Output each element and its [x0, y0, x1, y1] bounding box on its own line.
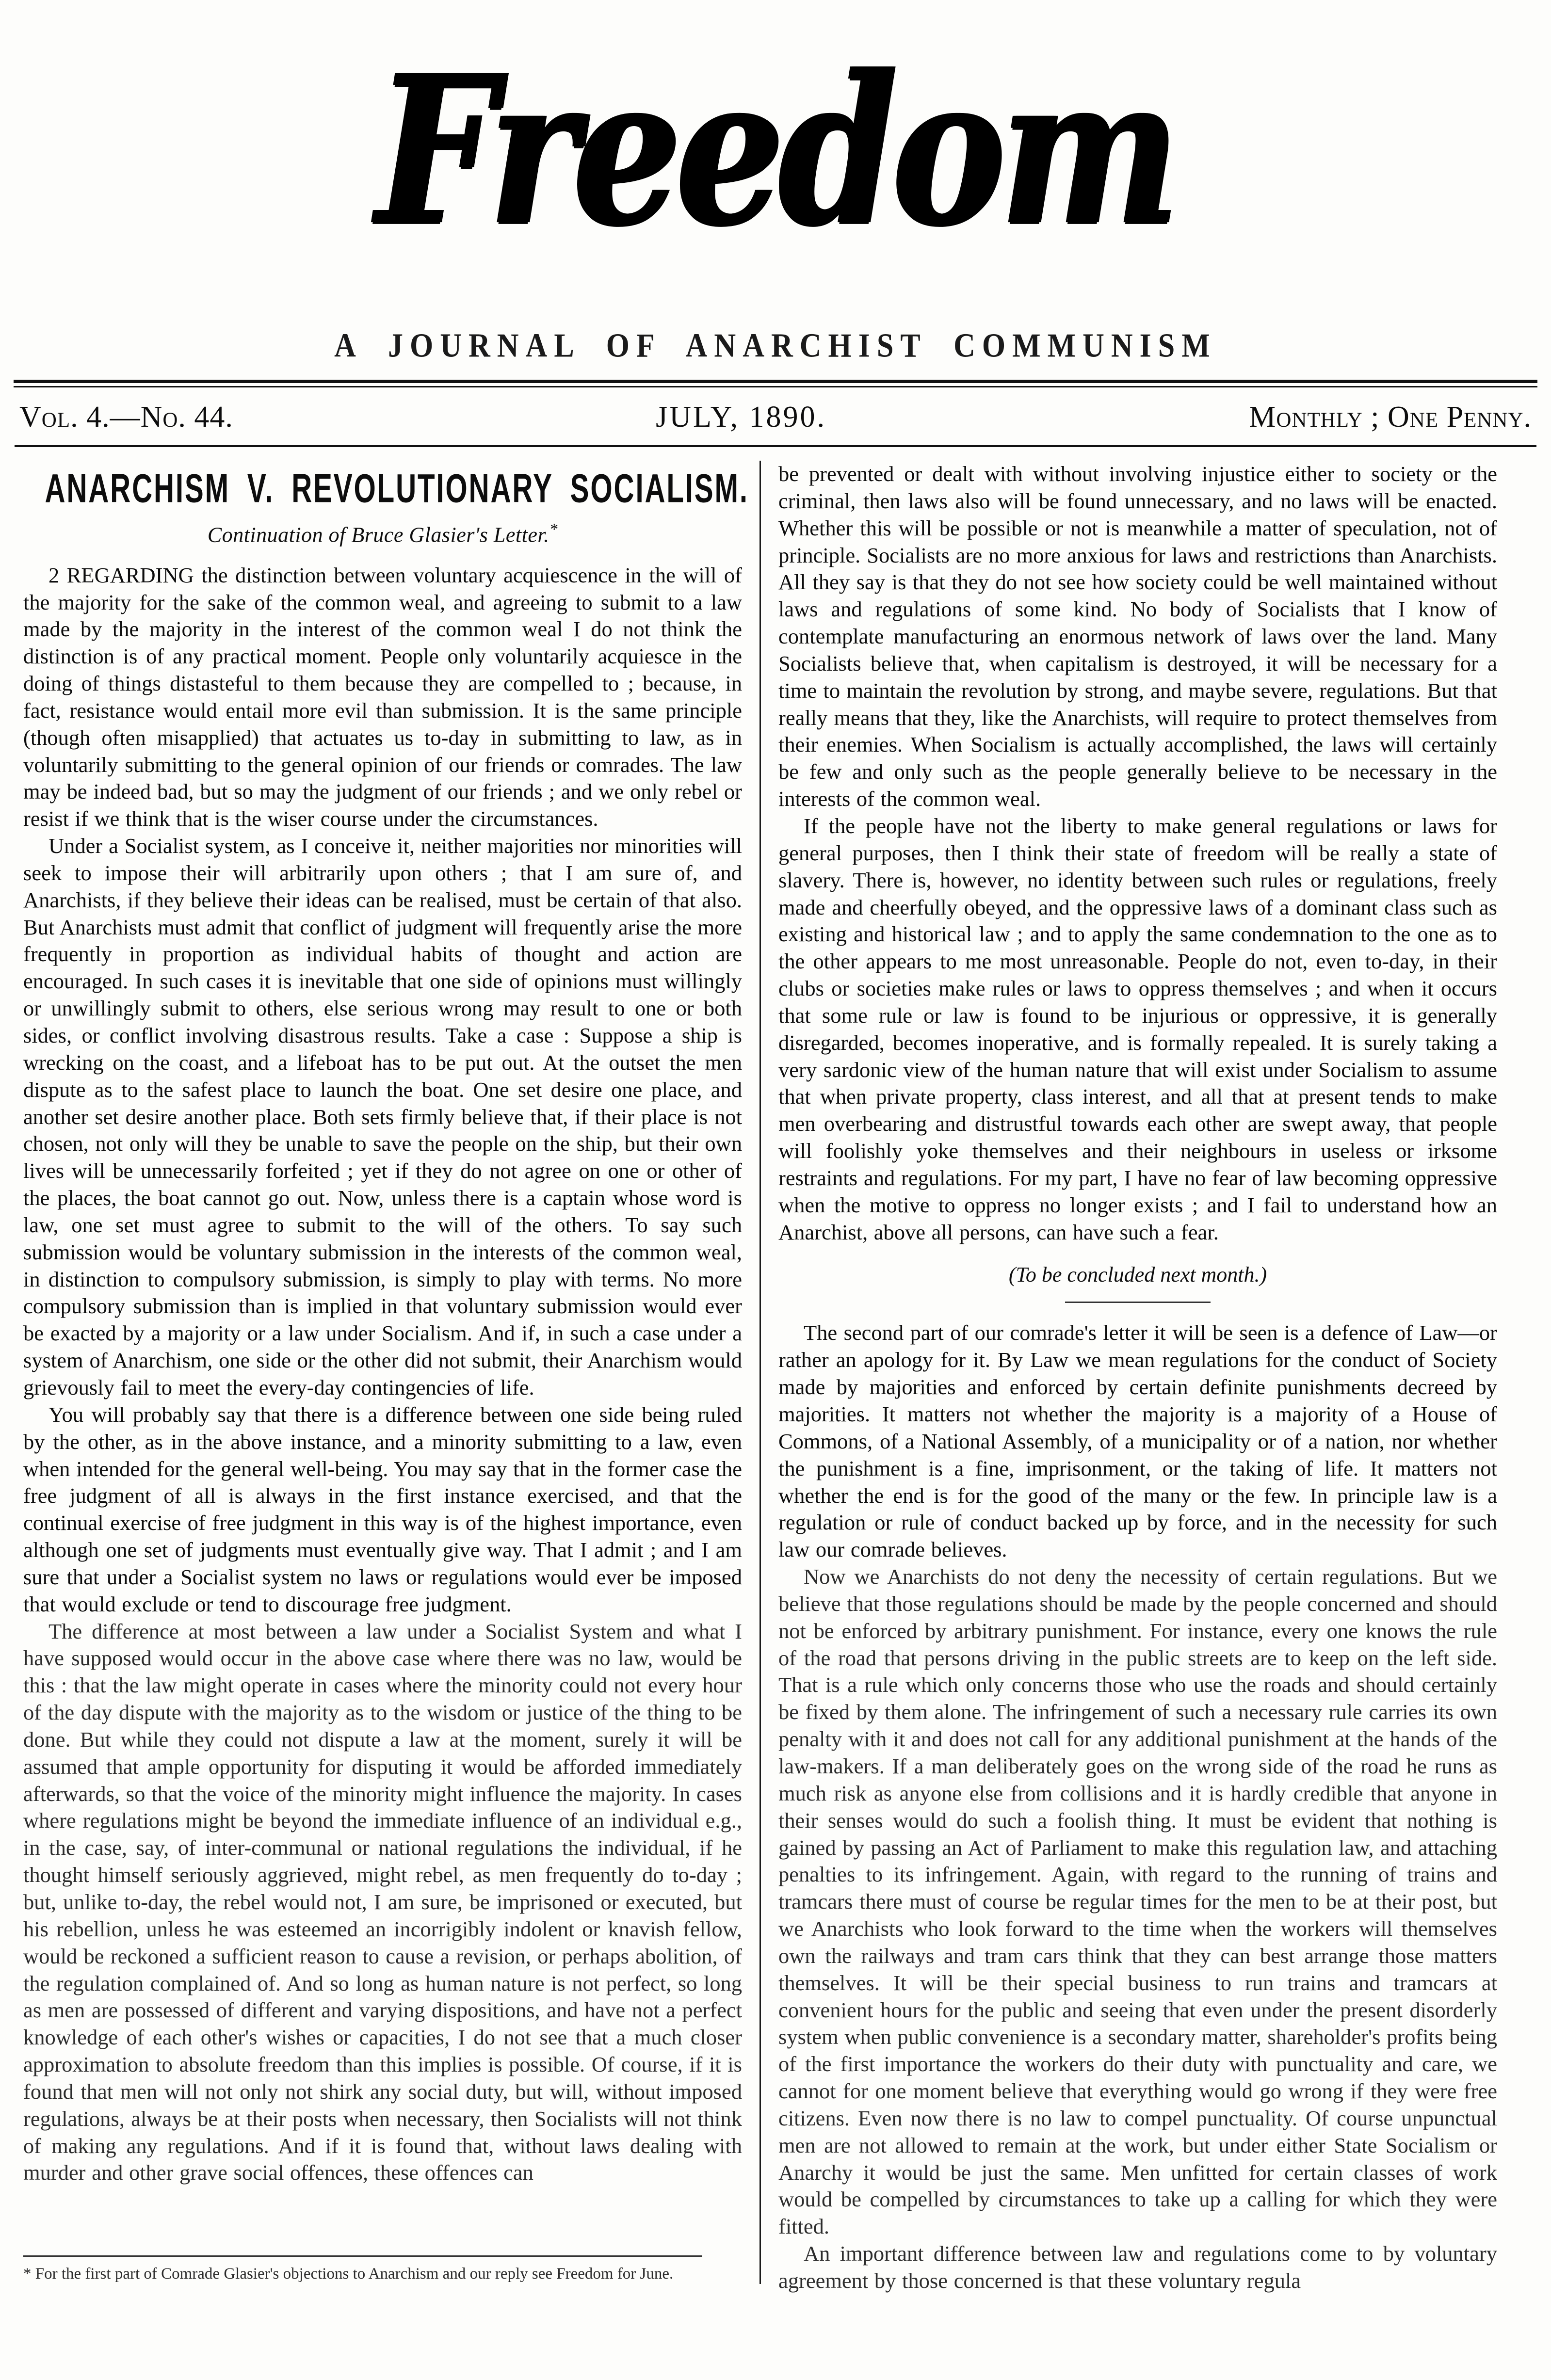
article-columns	[23, 461, 1528, 2293]
paragraph: If the people have not the liberty to make general regulations or laws for general purposes, then I think their state of freedom will be really a state of slavery. There is, however, no identity between such rules or regulations, freely made and cheerfully obeyed, and the oppressive laws of a dominant class such as existing and historical law ; and to apply the same condemnation to the one as to the other appears to me most unreasonable. People do not, even to-day, in their clubs or societies make rules or laws to oppress themselves ; and when it occurs that some rule or law is found to be injurious or oppressive, it is generally disregarded, becomes inoperative, and is formally repealed. It is surely taking a very sardonic view of the human nature that will exist under Socialism to assume that when private property, class interest, and all that at present tends to make men overbearing and distrustful towards each other are swept away, that people will foolishly yoke themselves and their neighbours in useless or irksome restraints and regulations. For my part, I have no fear of law becoming oppressive when the motive to oppress no longer exists ; and I fail to understand how an Anarchist, above all persons, can have such a fear.	[778, 813, 1497, 1244]
article-byline	[23, 520, 742, 547]
paragraph: You will probably say that there is a difference between one side being ruled by the other, as in the above instance, and a minority submitting to a law, even when intended for the general well-being. You may say that in the former case the free judgment of all is always in the first instance exercised, and that the continual exercise of free judgment in this way is of the highest importance, even although one set of judgments must eventually give way. That I admit ; and I am sure that under a Socialist system no laws or regulations would ever be imposed that would exclude or tend to discourage free judgment.	[23, 1402, 742, 1616]
to-be-concluded-note: (To be concluded next month.)	[1008, 1263, 1267, 1287]
article-headline: ANARCHISM V. REVOLUTIONARY SOCIALISM.	[45, 466, 749, 512]
folio-rule	[15, 445, 1536, 447]
masthead-title: Freedom	[376, 30, 1175, 271]
paragraph: 2 REGARDING the distinction between voluntary acquiescence in the will of the majority for the sake of the common weal, and agreeing to submit to a law made by the majority in the interest of the common weal I do not think the distinction is of any practical moment. People only voluntarily acquiesce in the doing of things distasteful to them because they are compelled to ; because, in fact, resistance would entail more evil than submission. It is the same principle (though often misapplied) that actuates us to-day in submitting to law, as in voluntarily submitting to the general opinion of our friends or comrades. The law may be indeed bad, but so may the judgment of our friends ; and we only rebel or resist if we think that is the wiser course under the circumstances.	[23, 563, 742, 831]
paragraph: Under a Socialist system, as I conceive it, neither majorities nor minorities will seek to impose their will arbitrarily upon others ; that I am sure of, and Anarchists, if they believe their ideas can be realised, must be certain of that also. But Anarchists must admit that conflict of judgment will frequently arise the more frequently in proportion as individual habits of thought and action are encouraged. In such cases it is inevitable that one side of opinions must willingly or unwillingly submit to others, else serious wrong may result to one or both sides, or conflict involving disastrous results. Take a case : Suppose a ship is wrecking on the coast, and a lifeboat has to be put out. At the outset the men dispute as to the safest place to launch the boat. One set desire one place, and another set desire another place. Both sets firmly believe that, if their place is not chosen, not only will they be unable to save the people on the ship, but their own lives will be unnecessarily forfeited ; yet if they do not agree on one or other of the places, the boat cannot go out. Now, unless there is a captain whose word is law, one set must agree to submit to the will of the others. To say such submission would be voluntary submission in the interests of the common weal, in distinction to compulsory submission, is simply to play with terms. No more compulsory submission than is implied in that voluntary submission would ever be exacted by a majority or a law under Socialism. And if, in such a case under a system of Anarchism, one side or the other did not submit, their Anarchism would grievously fail to meet the every-day contingencies of life.	[23, 834, 742, 1399]
left-column	[23, 461, 759, 2284]
paragraph: be prevented or dealt with without involving injustice either to society or the criminal, then laws also will be found unnecessary, and no laws will be enacted. Whether this will be possible or not is meanwhile a matter of speculation, not of principle. Socialists are no more anxious for laws and restrictions than Anarchists. All they say is that they do not see how society could be well maintained without laws and regulations of some kind. No body of Socialists that I know of contemplate manufacturing an enormous network of laws over the land. Many Socialists believe that, when capitalism is destroyed, it will be necessary for a time to maintain the revolution by strong, and maybe severe, regulations. But that really means that they, like the Anarchists, will require to protect themselves from their enemies. When Socialism is actually accomplished, the laws will certainly be few and only such as the people generally believe to be necessary in the interests of the common weal.	[778, 462, 1497, 811]
paragraph: The second part of our comrade's letter it will be seen is a defence of Law—or rather an apology for it. By Law we mean regulations for the conduct of Society made by majorities and enforced by certain definite punishments decreed by majorities. It matters not whether the majority is a majority of a House of Commons, of a National Assembly, of a municipality or of a nation, nor whether the punishment is a fine, imprisonment, or the taking of life. It matters not whether the end is for the good of the many or the few. In principle law is a regulation or rule of conduct backed up by force, and in the necessity for such law our comrade believes.	[778, 1320, 1497, 1562]
paragraph: An important difference between law and regulations come to by voluntary agreement by those concerned is that these voluntary regula	[778, 2241, 1497, 2293]
footnote-block	[23, 2255, 742, 2284]
section-divider-rule	[1065, 1302, 1211, 1303]
byline-text: Continuation of Bruce Glasier's Letter.	[207, 523, 549, 547]
footnote-text: * For the first part of Comrade Glasier's objections to Anarchism and our reply see Freedom for June.	[23, 2265, 674, 2283]
volume-number: Vol. 4.—No. 44.	[19, 401, 233, 434]
footnote-marker: *	[549, 520, 558, 538]
folio-line	[19, 400, 1532, 434]
masthead-subtitle: A JOURNAL OF ANARCHIST COMMUNISM	[334, 327, 1217, 365]
footnote-rule	[23, 2255, 702, 2257]
right-column	[759, 461, 1497, 2293]
masthead-rule	[14, 380, 1537, 387]
paragraph: Now we Anarchists do not deny the necessity of certain regulations. But we believe that those regulations should be made by the people concerned and should not be enforced by arbitrary punishment. For instance, every one knows the rule of the road that persons driving in the public streets are to keep on the left side. That is a rule which only concerns those who use the roads and should certainly be fixed by them alone. The infringement of such a necessary rule carries its own penalty with it and does not call for any additional punishment at the hands of the law-makers. If a man deliberately goes on the wrong side of the road he runs as much risk as anyone else from collisions and it is hardly credible that anyone in their senses would do such a foolish thing. It must be evident that nothing is gained by passing an Act of Parliament to make this regulation law, and attaching penalties to its infringement. Again, with regard to the running of trains and tramcars there must of course be regular times for the men to be at their post, but we Anarchists who look forward to the time when the workers will themselves own the railways and tram cars think that they can best arrange those matters themselves. It will be their special business to run trains and tramcars at convenient hours for the public and seeing that even under the present disorderly system when public convenience is a secondary matter, shareholder's profits being of the first importance the workers do their duty with punctuality and care, we cannot for one moment believe that everything would go wrong if they were free citizens. Even now there is no law to compel punctuality. Of course unpunctual men are not allowed to remain at the work, but under either State Socialism or Anarchy it would be just the same. Men unfitted for certain classes of work would be compelled by circumstances to take up a calling for which they were fitted.	[778, 1564, 1497, 2239]
issue-date: JULY, 1890.	[656, 401, 826, 434]
price-frequency: Monthly ; One Penny.	[1249, 401, 1532, 434]
masthead	[0, 0, 1551, 272]
paragraph: The difference at most between a law under a Socialist System and what I have supposed would occur in the above case where there was no law, would be this : that the law might operate in cases where the minority could not every hour of the day dispute with the majority as to the wisdom or justice of the thing to be done. But while they could not dispute a law at the moment, surely it will be assumed that ample opportunity for disputing it would be afforded immediately afterwards, so that the voice of the minority might influence the majority. In cases where regulations might be beyond the immediate influence of an individual e.g., in the case, say, of inter-communal or national regulations the individual, if he thought himself seriously aggrieved, might rebel, as men frequently do to-day ; but, unlike to-day, the rebel would not, I am sure, be imprisoned or executed, but his rebellion, unless he was esteemed an incorrigibly indolent or knavish fellow, would be reckoned a sufficient reason to cause a revision, or perhaps abolition, of the regulation complained of. And so long as human nature is not perfect, so long as men are possessed of different and varying dispositions, and have not a perfect knowledge of each other's wishes or capacities, I do not see that a much closer approximation to absolute freedom than this implies is possible. Of course, if it is found that men will not only not shirk any social duty, but will, without imposed regulations, always be at their posts when necessary, then Socialists will not think of making any regulations. And if it is found that, without laws dealing with murder and other grave social offences, these offences can	[23, 1619, 742, 2185]
